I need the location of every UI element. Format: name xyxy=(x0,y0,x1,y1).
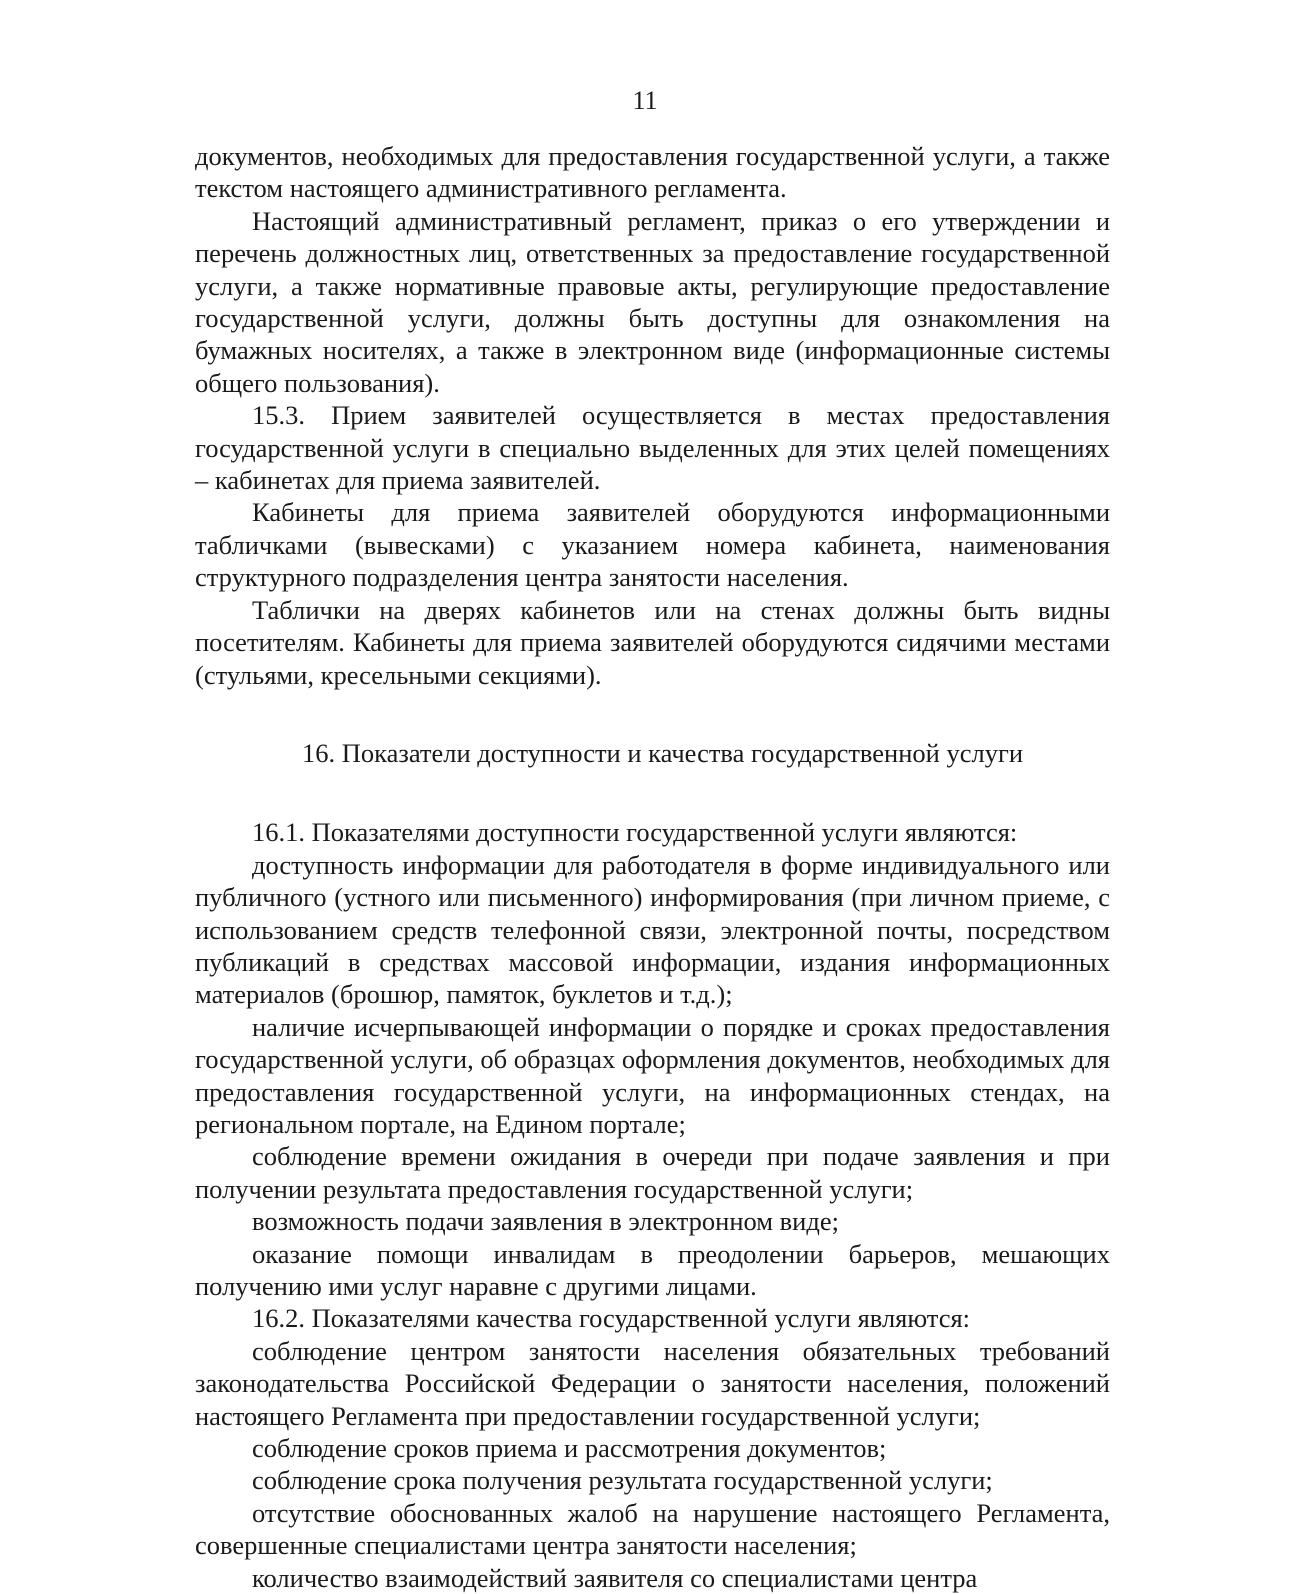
page-number: 11 xyxy=(632,86,658,115)
paragraph-16-1: 16.1. Показателями доступности государственной услуги являются: xyxy=(252,817,1018,848)
paragraph-15-3: 15.3. Прием заявителей осуществляется в местах предоставления государственной услуги в специально выделенных для этих целей помещениях – кабинетах для приема заявителей. xyxy=(195,400,1110,496)
paragraph-16-2: 16.2. Показателями качества государственной услуги являются: xyxy=(252,1303,971,1334)
list-item-no-complaints: отсутствие обоснованных жалоб на нарушение настоящего Регламента, совершенные специалистами центра занятости населения; xyxy=(195,1497,1110,1561)
paragraph-regulation-availability: Настоящий административный регламент, приказ о его утверждении и перечень должностных лиц, ответственных за предоставление государственной услуги, а также нормативные правовые акты, регулирующие предоставление государственной услуги, должны быть доступны для ознакомления на бумажных носителях, а также в электронном виде (информационные системы общего пользования). xyxy=(195,205,1110,398)
list-item-interactions-count: количество взаимодействий заявителя со специалистами центра xyxy=(252,1562,978,1593)
list-item-waiting-time: соблюдение времени ожидания в очереди при подаче заявления и при получении результата предоставления государственной услуги; xyxy=(195,1141,1110,1204)
list-item-disability-assistance: оказание помощи инвалидам в преодолении барьеров, мешающих получению ими услуг наравне с другими лицами. xyxy=(195,1238,1110,1301)
list-item-review-deadlines: соблюдение сроков приема и рассмотрения документов; xyxy=(252,1433,887,1464)
paragraph-cabinets-signs: Кабинеты для приема заявителей оборудуются информационными табличками (вывесками) с указанием номера кабинета, наименования структурного подразделения центра занятости населения. xyxy=(195,497,1110,593)
document-body xyxy=(195,140,1110,1594)
list-item-complete-information: наличие исчерпывающей информации о порядке и сроках предоставления государственной услуги, об образцах оформления документов, необходимых для предоставления государственной услуги, на информационных стендах, на региональном портале, на Едином портале; xyxy=(195,1011,1110,1139)
list-item-result-deadline: соблюдение срока получения результата государственной услуги; xyxy=(252,1465,993,1496)
paragraph-signs-visibility: Таблички на дверях кабинетов или на стенах должны быть видны посетителям. Кабинеты для приема заявителей оборудуются сидячими местами (стульями, кресельными секциями). xyxy=(195,594,1110,690)
paragraph-continuation: документов, необходимых для предоставления государственной услуги, а также текстом настоящего административного регламента. xyxy=(195,141,1110,204)
list-item-legal-compliance: соблюдение центром занятости населения обязательных требований законодательства Российской Федерации о занятости населения, положений настоящего Регламента при предоставлении государственной услуги; xyxy=(195,1335,1110,1431)
list-item-electronic-application: возможность подачи заявления в электронном виде; xyxy=(252,1206,839,1237)
list-item-information-access: доступность информации для работодателя в форме индивидуального или публичного (устного или письменного) информирования (при личном приеме, с использованием средств телефонной связи, электронной почты, посредством публикаций в средствах массовой информации, издания информационных материалов (брошюр, памяток, буклетов и т.д.); xyxy=(195,849,1110,1010)
section-heading-16: 16. Показатели доступности и качества государственной услуги xyxy=(302,737,1023,768)
